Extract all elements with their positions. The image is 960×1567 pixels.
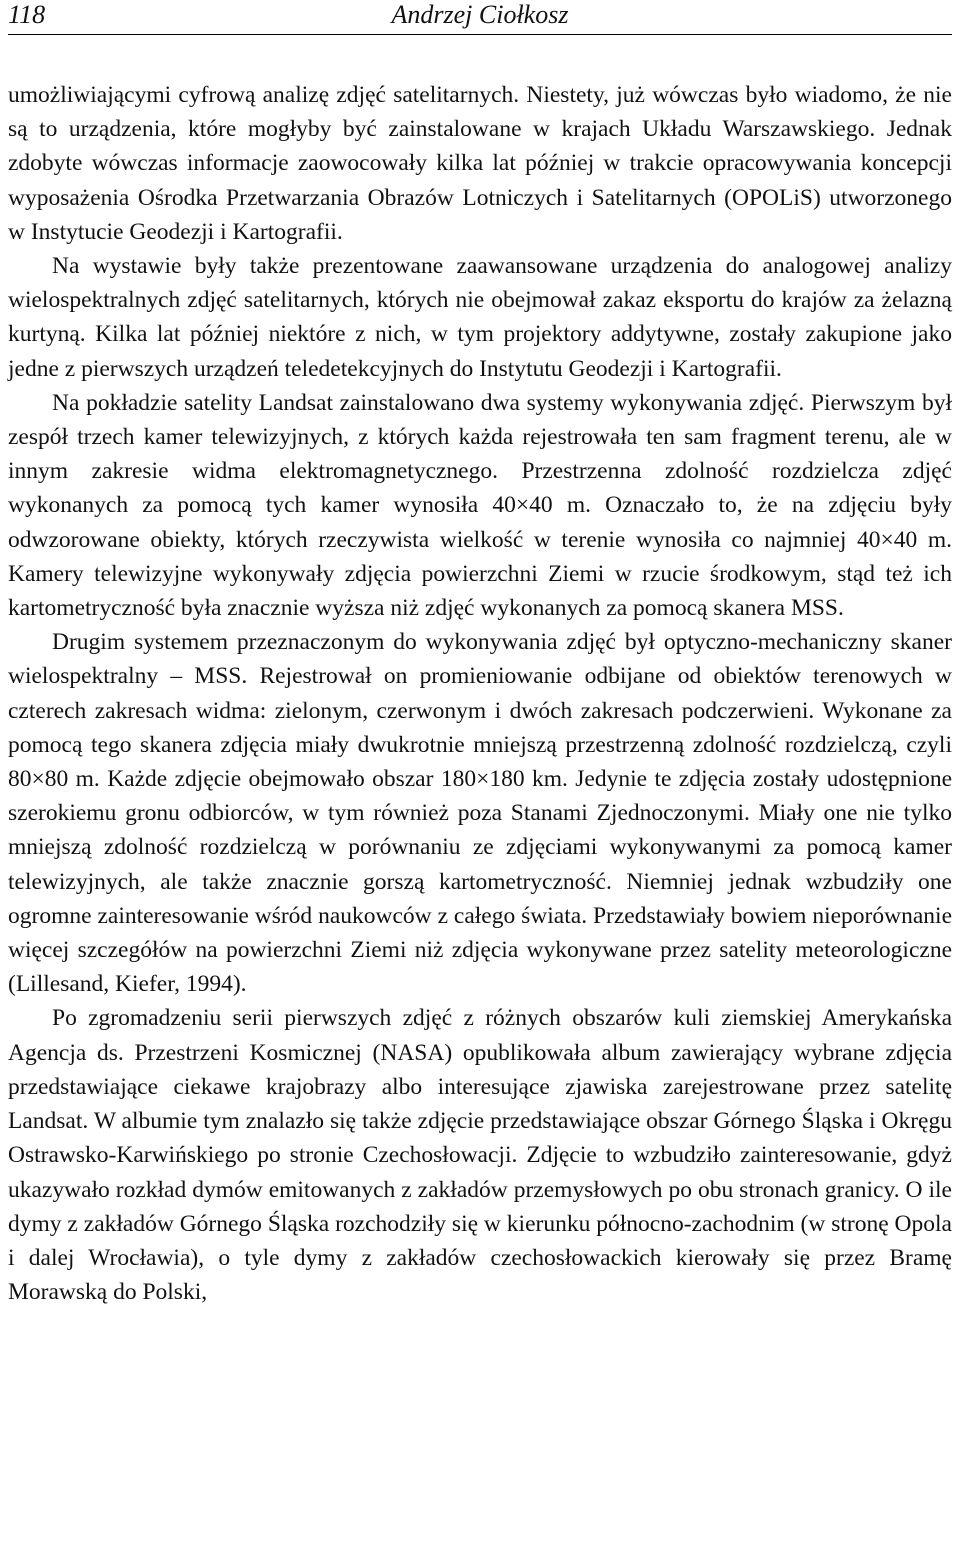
paragraph: Drugim systemem przeznaczonym do wykonywania zdjęć był optyczno-mechaniczny skaner wielospektralny – MSS. Rejestrował on promieniowanie odbijane od obiektów terenowych w czterech zakresach widma: zielonym, czerwonym i dwóch zakresach podczerwieni. Wykonane za pomocą tego skanera zdjęcia miały dwukrotnie mniejszą przestrzenną zdolność rozdzielczą, czyli 80×80 m. Każde zdjęcie obejmowało obszar 180×180 km. Jedynie te zdjęcia zostały udostępnione szerokiemu gronu odbiorców, w tym również poza Stanami Zjednoczonymi. Miały one nie tylko mniejszą zdolność rozdzielczą w porównaniu ze zdjęciami wykonywanymi za pomocą kamer telewizyjnych, ale także znacznie gorszą kartometryczność. Niemniej jednak wzbudziły one ogromne zainteresowanie wśród naukowców z całego świata. Przedstawiały bowiem nieporównanie więcej szczegółów na powierzchni Ziemi niż zdjęcia wykonywane przez satelity meteorologiczne (Lillesand, Kiefer, 1994). bbox=[8, 629, 952, 998]
paragraph: Na pokładzie satelity Landsat zainstalowano dwa systemy wykonywania zdjęć. Pierwszym był zespół trzech kamer telewizyjnych, z których każda rejestrowała ten sam fragment terenu, ale w innym zakresie widma elektromagnetycznego. Przestrzenna zdolność rozdzielcza zdjęć wykonanych za pomocą tych kamer wynosiła 40×40 m. Oznaczało to, że na zdjęciu były odwzorowane obiekty, których rzeczywista wielkość w terenie wynosiła co najmniej 40×40 m. Kamery telewizyjne wykonywały zdjęcia powierzchni Ziemi w rzucie środkowym, stąd też ich kartometryczność była znacznie wyższa niż zdjęć wykonanych za pomocą skanera MSS. bbox=[8, 389, 952, 622]
running-head-author: Andrzej Ciołkosz bbox=[391, 0, 569, 29]
paragraph: Po zgromadzeniu serii pierwszych zdjęć z różnych obszarów kuli ziemskiej Amerykańska Agencja ds. Przestrzeni Kosmicznej (NASA) opublikowała album zawierający wybrane zdjęcia przedstawiające ciekawe krajobrazy albo interesujące zjawiska zarejestrowane przez satelitę Landsat. W albumie tym znalazło się także zdjęcie przedstawiające obszar Górnego Śląska i Okręgu Ostrawsko-Karwińskiego po stronie Czechosłowacji. Zdjęcie to wzbudziło zainteresowanie, gdyż ukazywało rozkład dymów emitowanych z zakładów przemysłowych po obu stronach granicy. O ile dymy z zakładów Górnego Śląska rozchodziły się w kierunku północno-zachodnim (w stronę Opola i dalej Wrocławia), o tyle dymy z zakładów czechosłowackich kierowały się przez Bramę Morawską do Polski, bbox=[8, 1005, 952, 1306]
page-number: 118 bbox=[8, 0, 46, 29]
paragraph: umożliwiającymi cyfrową analizę zdjęć satelitarnych. Niestety, już wówczas było wiadomo, że nie są to urządzenia, które mogłyby być zainstalowane w krajach Układu Warszawskiego. Jednak zdobyte wówczas informacje zaowocowały kilka lat później w trakcie opracowywania koncepcji wyposażenia Ośrodka Przetwarzania Obrazów Lotniczych i Satelitarnych (OPOLiS) utworzonego w Instytucie Geodezji i Kartografii. bbox=[8, 82, 952, 245]
body-text bbox=[8, 78, 952, 1309]
running-header bbox=[8, 0, 952, 35]
paragraph: Na wystawie były także prezentowane zaawansowane urządzenia do analogowej analizy wielospektralnych zdjęć satelitarnych, których nie obejmował zakaz eksportu do krajów za żelazną kurtyną. Kilka lat później niektóre z nich, w tym projektory addytywne, zostały zakupione jako jedne z pierwszych urządzeń teledetekcyjnych do Instytutu Geodezji i Kartografii. bbox=[8, 253, 952, 382]
